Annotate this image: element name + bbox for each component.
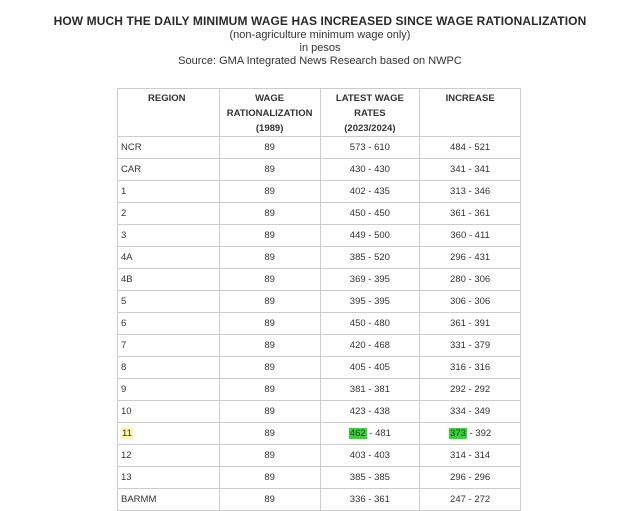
cell-latest: 381 - 381 [320, 379, 420, 401]
cell-rationalization: 89 [219, 247, 320, 269]
cell-region [118, 423, 220, 445]
cell-region: 10 [118, 401, 220, 423]
header-region-label: REGION [148, 93, 186, 104]
table-row [118, 269, 521, 291]
cell-region: 4A [118, 247, 220, 269]
cell-increase: 247 - 272 [420, 489, 521, 511]
cell-rationalization: 89 [219, 159, 320, 181]
cell-latest: 385 - 520 [320, 247, 420, 269]
table-row [118, 357, 521, 379]
cell-increase: 306 - 306 [420, 291, 521, 313]
cell-latest: 423 - 438 [320, 401, 420, 423]
cell-region: 8 [118, 357, 220, 379]
cell-latest: 369 - 395 [320, 269, 420, 291]
cell-increase [420, 423, 521, 445]
cell-increase: 331 - 379 [420, 335, 521, 357]
subtitle: (non-agriculture minimum wage only) [229, 29, 411, 41]
header-increase [420, 89, 521, 137]
header-rationalization-line1: WAGE [255, 93, 285, 104]
header-increase-label: INCREASE [445, 93, 495, 104]
cell-region: 6 [118, 313, 220, 335]
cell-increase: 360 - 411 [420, 225, 521, 247]
cell-latest: 420 - 468 [320, 335, 420, 357]
cell-latest [320, 423, 420, 445]
header-latest [320, 89, 420, 137]
table-row [118, 489, 521, 511]
table-row [118, 225, 521, 247]
table-header-row [118, 89, 521, 137]
cell-region: 5 [118, 291, 220, 313]
table-row [118, 467, 521, 489]
cell-rationalization: 89 [219, 313, 320, 335]
cell-rationalization: 89 [219, 401, 320, 423]
cell-latest: 450 - 450 [320, 203, 420, 225]
increase-rest: - 392 [466, 427, 492, 439]
table-row [118, 335, 521, 357]
cell-latest: 430 - 430 [320, 159, 420, 181]
cell-increase: 484 - 521 [420, 137, 521, 159]
page-title: HOW MUCH THE DAILY MINIMUM WAGE HAS INCREASED SINCE WAGE RATIONALIZATION [53, 14, 587, 28]
cell-latest: 573 - 610 [320, 137, 420, 159]
cell-rationalization: 89 [219, 423, 320, 445]
increase-highlight: 373 [450, 427, 466, 439]
table-row [118, 247, 521, 269]
cell-increase: 334 - 349 [420, 401, 521, 423]
cell-rationalization: 89 [219, 225, 320, 247]
table-row [118, 159, 521, 181]
source-note: Source: GMA Integrated News Research based on NWPC [178, 55, 462, 67]
cell-region: 13 [118, 467, 220, 489]
cell-increase: 280 - 306 [420, 269, 521, 291]
cell-rationalization: 89 [219, 445, 320, 467]
cell-latest: 449 - 500 [320, 225, 420, 247]
cell-rationalization: 89 [219, 379, 320, 401]
cell-region: 3 [118, 225, 220, 247]
cell-increase: 341 - 341 [420, 159, 521, 181]
cell-region: NCR [118, 137, 220, 159]
cell-rationalization: 89 [219, 467, 320, 489]
region-highlight: 11 [122, 427, 132, 439]
header-rationalization [219, 89, 320, 137]
table-row [118, 379, 521, 401]
cell-region: BARMM [118, 489, 220, 511]
table-row [118, 313, 521, 335]
cell-rationalization: 89 [219, 269, 320, 291]
table-row [118, 181, 521, 203]
header-rationalization-line3: (1989) [255, 123, 284, 134]
header-latest-line1: LATEST WAGE [335, 93, 404, 104]
cell-increase: 361 - 361 [420, 203, 521, 225]
cell-latest: 405 - 405 [320, 357, 420, 379]
cell-increase: 361 - 391 [420, 313, 521, 335]
header-latest-line3: (2023/2024) [344, 123, 396, 134]
cell-latest: 395 - 395 [320, 291, 420, 313]
cell-rationalization: 89 [219, 181, 320, 203]
cell-region: 9 [118, 379, 220, 401]
cell-latest: 385 - 385 [320, 467, 420, 489]
cell-region: 7 [118, 335, 220, 357]
cell-region: 4B [118, 269, 220, 291]
cell-rationalization: 89 [219, 357, 320, 379]
cell-rationalization: 89 [219, 489, 320, 511]
cell-rationalization: 89 [219, 335, 320, 357]
table-row [118, 445, 521, 467]
cell-latest: 403 - 403 [320, 445, 420, 467]
table-row-highlighted [118, 423, 521, 445]
cell-increase: 313 - 346 [420, 181, 521, 203]
latest-rest: - 481 [366, 427, 391, 439]
cell-rationalization: 89 [219, 291, 320, 313]
cell-region: 1 [118, 181, 220, 203]
cell-rationalization: 89 [219, 203, 320, 225]
wage-table [117, 88, 521, 511]
cell-latest: 402 - 435 [320, 181, 420, 203]
cell-latest: 336 - 361 [320, 489, 420, 511]
cell-region: 12 [118, 445, 220, 467]
cell-increase: 296 - 431 [420, 247, 521, 269]
cell-increase: 296 - 296 [420, 467, 521, 489]
cell-region: 2 [118, 203, 220, 225]
table-row [118, 401, 521, 423]
latest-highlight: 462 [349, 427, 366, 439]
cell-region: CAR [118, 159, 220, 181]
cell-rationalization: 89 [219, 137, 320, 159]
unit-note: in pesos [299, 42, 341, 54]
cell-latest: 450 - 480 [320, 313, 420, 335]
table-row [118, 291, 521, 313]
header-rationalization-line2: RATIONALIZATION [226, 108, 313, 119]
header-latest-line2: RATES [354, 108, 386, 119]
table-row [118, 203, 521, 225]
table-row [118, 137, 521, 159]
cell-increase: 292 - 292 [420, 379, 521, 401]
cell-increase: 316 - 316 [420, 357, 521, 379]
header [0, 14, 640, 68]
cell-increase: 314 - 314 [420, 445, 521, 467]
header-region [118, 89, 220, 137]
